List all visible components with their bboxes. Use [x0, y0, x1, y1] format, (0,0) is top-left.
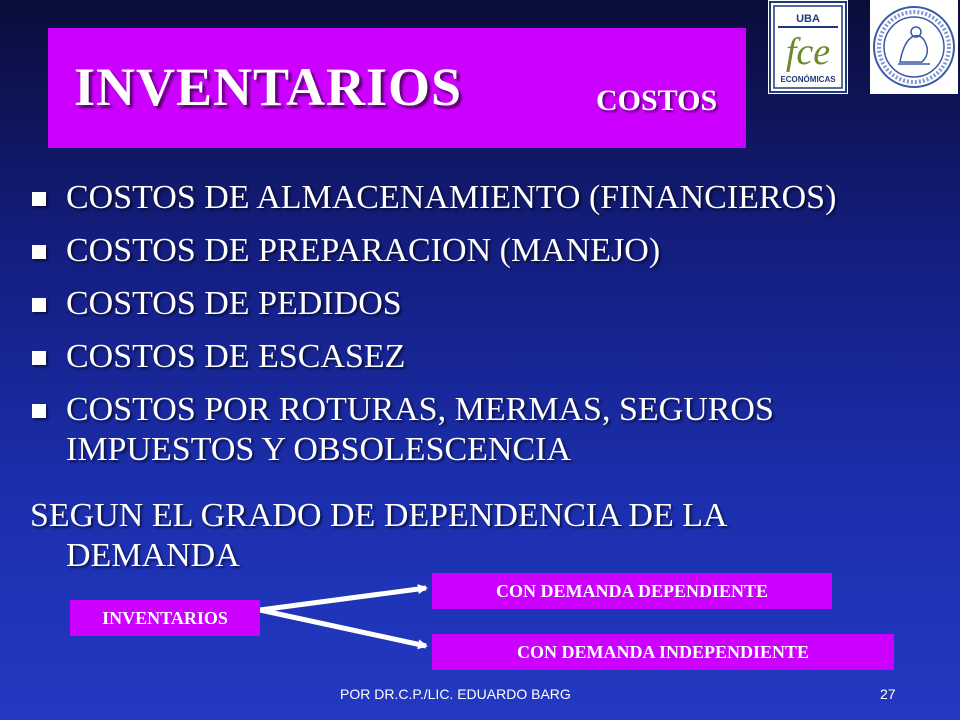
- list-item-text: COSTOS DE ALMACENAMIENTO (FINANCIEROS): [66, 179, 837, 216]
- list-item-text: COSTOS DE PEDIDOS: [66, 285, 402, 322]
- fce-logo-bottom-text: ECONÓMICAS: [780, 75, 836, 84]
- arrow-to-dependent: [260, 588, 426, 610]
- footer-author: POR DR.C.P./LIC. EDUARDO BARG: [340, 686, 571, 702]
- inventarios-box: INVENTARIOS: [70, 600, 260, 636]
- independent-demand-box: CON DEMANDA INDEPENDIENTE: [432, 634, 894, 670]
- list-item-text: COSTOS DE ESCASEZ: [66, 338, 406, 375]
- page-number: 27: [880, 686, 896, 702]
- list-item-text: COSTOS POR ROTURAS, MERMAS, SEGUROS IMPUESTOS Y OBSOLESCENCIA: [66, 391, 774, 468]
- arrow-to-independent: [260, 610, 426, 646]
- fce-logo-top-text: UBA: [796, 13, 820, 25]
- slide-title: INVENTARIOS: [74, 57, 463, 117]
- dependency-line-1: SEGUN EL GRADO DE DEPENDENCIA DE LA: [30, 497, 728, 534]
- dependency-line-2: DEMANDA: [66, 537, 240, 574]
- dependent-demand-box: CON DEMANDA DEPENDIENTE: [432, 573, 832, 609]
- list-item-text: COSTOS DE PREPARACION (MANEJO): [66, 232, 661, 269]
- slide-subtitle: COSTOS: [596, 84, 718, 117]
- fce-logo-main-text: fce: [785, 31, 831, 73]
